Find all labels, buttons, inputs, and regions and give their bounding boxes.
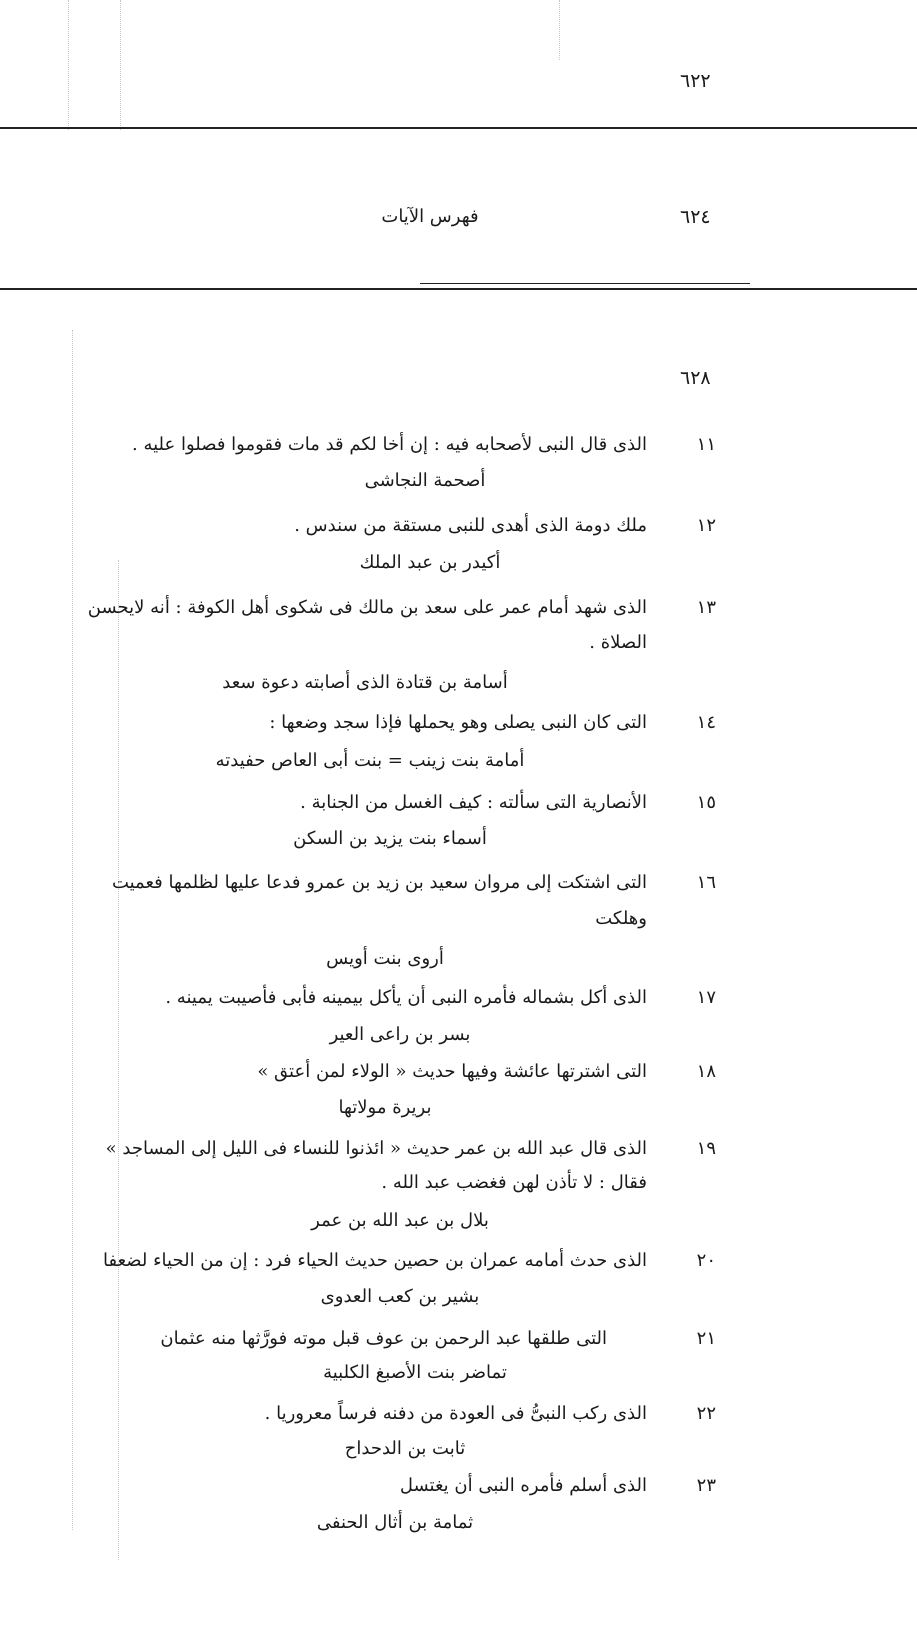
entry-person-name: بشير بن كعب العدوى bbox=[320, 1286, 480, 1307]
entry-person-name: بريرة مولاتها bbox=[338, 1097, 432, 1118]
entry-person-name: تماضر بنت الأصبغ الكلبية bbox=[323, 1362, 507, 1383]
entry-number: ١٨ bbox=[696, 1061, 716, 1082]
entry-person-name: أمامة بنت زينب = بنت أبى العاص حفيدته bbox=[215, 750, 525, 771]
entry-person-name: أكيدر بن عبد الملك bbox=[359, 552, 501, 573]
scan-artifact bbox=[120, 0, 121, 130]
entry-number: ١٩ bbox=[696, 1138, 716, 1159]
entry-text-continuation: وهلكت bbox=[595, 908, 647, 929]
entry-number: ٢٠ bbox=[696, 1250, 716, 1271]
section-page-number: ٦٢٤ bbox=[680, 206, 711, 228]
index-page-number: ٦٢٨ bbox=[680, 367, 711, 389]
mid-rule-upper bbox=[420, 283, 750, 284]
entry-person-name: ثمامة بن أثال الحنفى bbox=[316, 1512, 474, 1533]
entry-text: التى اشتكت إلى مروان سعيد بن زيد بن عمرو فدعا عليها لظلمها فعميت bbox=[111, 872, 647, 893]
entry-person-name: أروى بنت أويس bbox=[326, 948, 444, 969]
mid-rule-lower bbox=[0, 288, 917, 290]
entry-number: ١٣ bbox=[696, 597, 716, 618]
scan-artifact bbox=[559, 0, 560, 60]
entry-text: الأنصارية التى سألته : كيف الغسل من الجنابة . bbox=[300, 792, 647, 813]
entry-text: التى اشترتها عائشة وفيها حديث « الولاء لمن أعتق » bbox=[257, 1061, 647, 1082]
entry-text-continuation: فقال : لا تأذن لهن فغضب عبد الله . bbox=[381, 1172, 647, 1193]
scan-artifact bbox=[68, 0, 69, 130]
entry-text-continuation: الصلاة . bbox=[589, 632, 647, 653]
entry-text: الذى قال النبى لأصحابه فيه : إن أخا لكم قد مات فقوموا فصلوا عليه . bbox=[132, 434, 647, 455]
entry-number: ٢١ bbox=[696, 1328, 716, 1349]
entry-number: ١٢ bbox=[696, 515, 716, 536]
entry-text: الذى شهد أمام عمر على سعد بن مالك فى شكوى أهل الكوفة : أنه لايحسن bbox=[87, 597, 647, 618]
entry-text: الذى قال عبد الله بن عمر حديث « ائذنوا للنساء فى الليل إلى المساجد » bbox=[105, 1138, 647, 1159]
entry-number: ٢٢ bbox=[696, 1403, 716, 1424]
top-rule bbox=[0, 127, 917, 129]
entry-person-name: أصحمة النجاشى bbox=[364, 470, 486, 491]
entry-person-name: بسر بن راعى العير bbox=[329, 1024, 471, 1045]
entry-text: الذى أكل بشماله فأمره النبى أن يأكل بيمينه فأبى فأصيبت يمينه . bbox=[165, 987, 647, 1008]
entry-person-name: أسامة بن قتادة الذى أصابته دعوة سعد bbox=[222, 672, 508, 693]
entry-text: الذى أسلم فأمره النبى أن يغتسل bbox=[399, 1475, 647, 1496]
entry-number: ١٤ bbox=[696, 712, 716, 733]
entry-number: ١٦ bbox=[696, 872, 716, 893]
entry-text: الذى ركب النبىُّ فى العودة من دفنه فرساً معروريا . bbox=[264, 1403, 647, 1424]
entry-text: ملك دومة الذى أهدى للنبى مستقة من سندس . bbox=[294, 515, 647, 536]
entry-text: التى طلقها عبد الرحمن بن عوف قبل موته فورَّثها منه عثمان bbox=[160, 1328, 607, 1349]
entry-person-name: ثابت بن الدحداح bbox=[344, 1438, 466, 1459]
entry-number: ١٥ bbox=[696, 792, 716, 813]
entry-number: ١١ bbox=[696, 434, 716, 455]
entry-text: التى كان النبى يصلى وهو يحملها فإذا سجد وضعها : bbox=[269, 712, 647, 733]
entry-number: ٢٣ bbox=[696, 1475, 716, 1496]
entry-person-name: أسماء بنت يزيد بن السكن bbox=[293, 828, 487, 849]
section-title: فهرس الآيات bbox=[381, 206, 479, 227]
top-page-number: ٦٢٢ bbox=[680, 70, 711, 92]
scan-artifact bbox=[72, 330, 73, 1530]
entry-person-name: بلال بن عبد الله بن عمر bbox=[311, 1210, 489, 1231]
entry-text: الذى حدث أمامه عمران بن حصين حديث الحياء فرد : إن من الحياء لضعفا bbox=[103, 1250, 647, 1271]
scan-artifact bbox=[118, 560, 119, 1560]
entry-number: ١٧ bbox=[696, 987, 716, 1008]
